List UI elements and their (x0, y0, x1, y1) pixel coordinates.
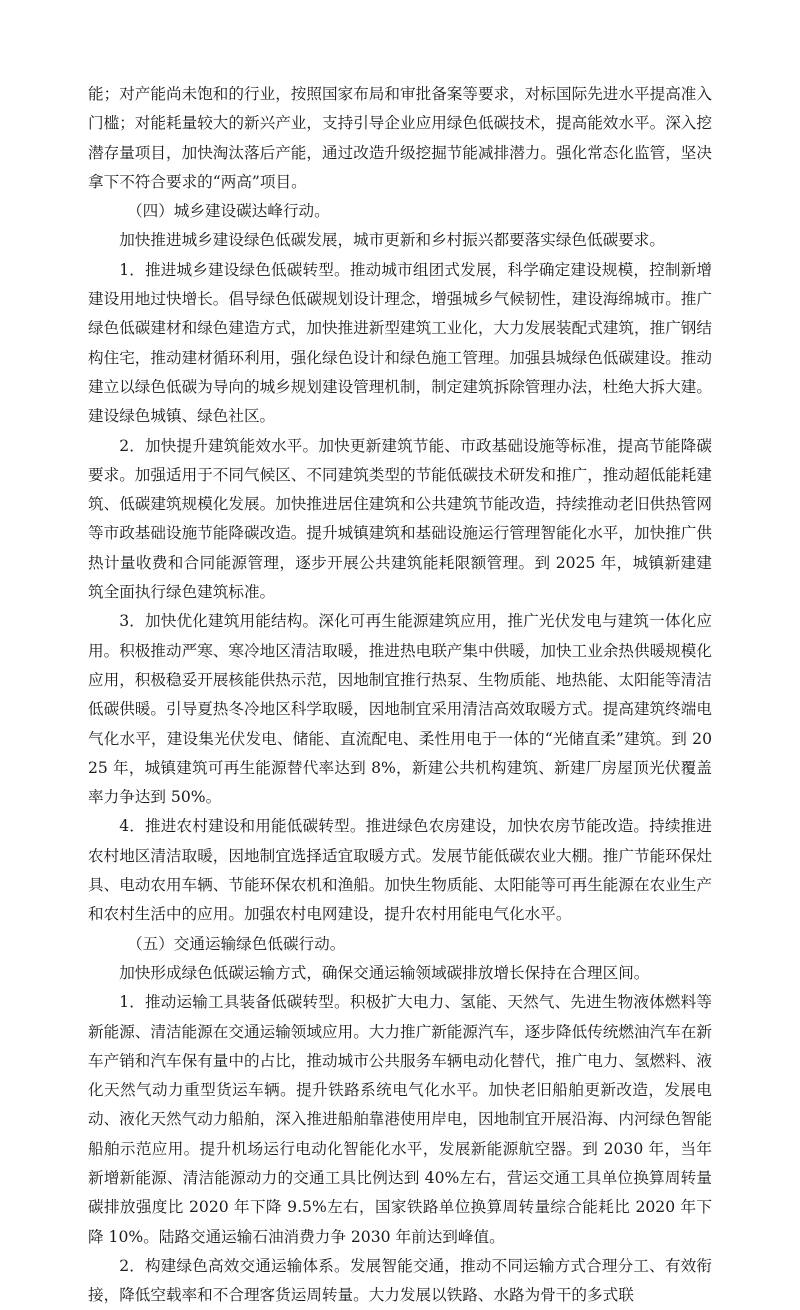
section-intro-4 (88, 226, 712, 255)
item-text: 深化可再生能源建筑应用，推广光伏发电与建筑一体化应用。积极推动严寒、寒冷地区清洁取暖，推进热电联产集中供暖，加快工业余热供暖规模化应用，积极稳妥开展核能供热示范，因地制宜推行热泵、生物质能、地热能、太阳能等清洁低碳供暖。引导夏热冬冷地区科学取暖，因地制宜采用清洁高效取暖方式。提高建筑终端电气化水平，建设集光伏发电、储能、直流配电、柔性用电于一体的“光储直柔”建筑。到 2025 年，城镇建筑可再生能源替代率达到 8%，新建公共机构建筑、新建厂房屋顶光伏覆盖率力争达到 50%。 (88, 612, 712, 807)
item-lead: 1．推动运输工具装备低碳转型。 (119, 993, 350, 1012)
item-text: 积极扩大电力、氢能、天然气、先进生物液体燃料等新能源、清洁能源在交通运输领域应用。大力推广新能源汽车，逐步降低传统燃油汽车在新车产销和汽车保有量中的占比，推动城市公共服务车辆电动化替代，推广电力、氢燃料、液化天然气动力重型货运车辆。提升铁路系统电气化水平。加快老旧船舶更新改造，发展电动、液化天然气动力船舶，深入推进船舶靠港使用岸电，因地制宜开展沿海、内河绿色智能船舶示范应用。提升机场运行电动化智能化水平，发展新能源航空器。到 2030 年，当年新增新能源、清洁能源动力的交通工具比例达到 40%左右，营运交通工具单位换算周转量碳排放强度比 2020 年下降 9.5%左右，国家铁路单位换算周转量综合能耗比 2020 年下降 10%。陆路交通运输石油消费力争 2030 年前达到峰值。 (88, 993, 712, 1246)
item-text: 推进绿色农房建设，加快农房节能改造。持续推进农村地区清洁取暖，因地制宜选择适宜取暖方式。发展节能低碳农业大棚。推广节能环保灶具、电动农用车辆、节能环保农机和渔船。加快生物质能、太阳能等可再生能源在农业生产和农村生活中的应用。加强农村电网建设，提升农村用能电气化水平。 (88, 817, 712, 924)
section-intro-5 (88, 959, 712, 988)
paragraph-text: 加快形成绿色低碳运输方式，确保交通运输领域碳排放增长保持在合理区间。 (119, 963, 650, 982)
list-item-4-3 (88, 607, 712, 812)
item-text: 加快更新建筑节能、市政基础设施等标准，提高节能降碳要求。加强适用于不同气候区、不同建筑类型的节能低碳技术研发和推广，推动超低能耗建筑、低碳建筑规模化发展。加快推进居住建筑和公共建筑节能改造，持续推动老旧供热管网等市政基础设施节能降碳改造。提升城镇建筑和基础设施运行管理智能化水平，加快推广供热计量收费和合同能源管理，逐步开展公共建筑能耗限额管理。到 2025 年，城镇新建建筑全面执行绿色建筑标准。 (88, 436, 712, 602)
item-lead: 4．推进农村建设和用能低碳转型。 (119, 817, 366, 836)
document-body (88, 80, 712, 1310)
list-item-4-1 (88, 256, 712, 432)
item-lead: 1．推进城乡建设绿色低碳转型。 (119, 260, 350, 279)
list-item-5-2 (88, 1252, 712, 1310)
section-heading-text: （五）交通运输绿色低碳行动。 (127, 934, 346, 953)
section-heading-4 (88, 197, 712, 226)
list-item-5-1 (88, 988, 712, 1252)
paragraph-text: 加快推进城乡建设绿色低碳发展，城市更新和乡村振兴都要落实绿色低碳要求。 (119, 231, 665, 250)
paragraph-text: 能；对产能尚未饱和的行业，按照国家布局和审批备案等要求，对标国际先进水平提高准入门槛；对能耗量较大的新兴产业，支持引导企业应用绿色低碳技术，提高能效水平。深入挖潜存量项目，加快淘汰落后产能，通过改造升级挖掘节能减排潜力。强化常态化监管，坚决拿下不符合要求的“两高”项目。 (88, 85, 712, 191)
section-heading-text: （四）城乡建设碳达峰行动。 (127, 202, 330, 221)
item-lead: 2．构建绿色高效交通运输体系。 (119, 1256, 350, 1275)
list-item-4-2 (88, 432, 712, 608)
section-heading-5 (88, 930, 712, 959)
item-text: 推动城市组团式发展，科学确定建设规模，控制新增建设用地过快增长。倡导绿色低碳规划设计理念，增强城乡气候韧性，建设海绵城市。推广绿色低碳建材和绿色建造方式，加快推进新型建筑工业化，大力发展装配式建筑，推广钢结构住宅，推动建材循环利用，强化绿色设计和绿色施工管理。加强县城绿色低碳建设。推动建立以绿色低碳为导向的城乡规划建设管理机制，制定建筑拆除管理办法，杜绝大拆大建。建设绿色城镇、绿色社区。 (88, 260, 712, 426)
item-lead: 3．加快优化建筑用能结构。 (119, 612, 319, 631)
item-text: 发展智能交通，推动不同运输方式合理分工、有效衔接，降低空载率和不合理客货运周转量。大力发展以铁路、水路为骨干的多式联 (88, 1256, 712, 1305)
item-lead: 2．加快提升建筑能效水平。 (119, 436, 319, 455)
paragraph-continuation (88, 80, 712, 197)
list-item-4-4 (88, 812, 712, 929)
